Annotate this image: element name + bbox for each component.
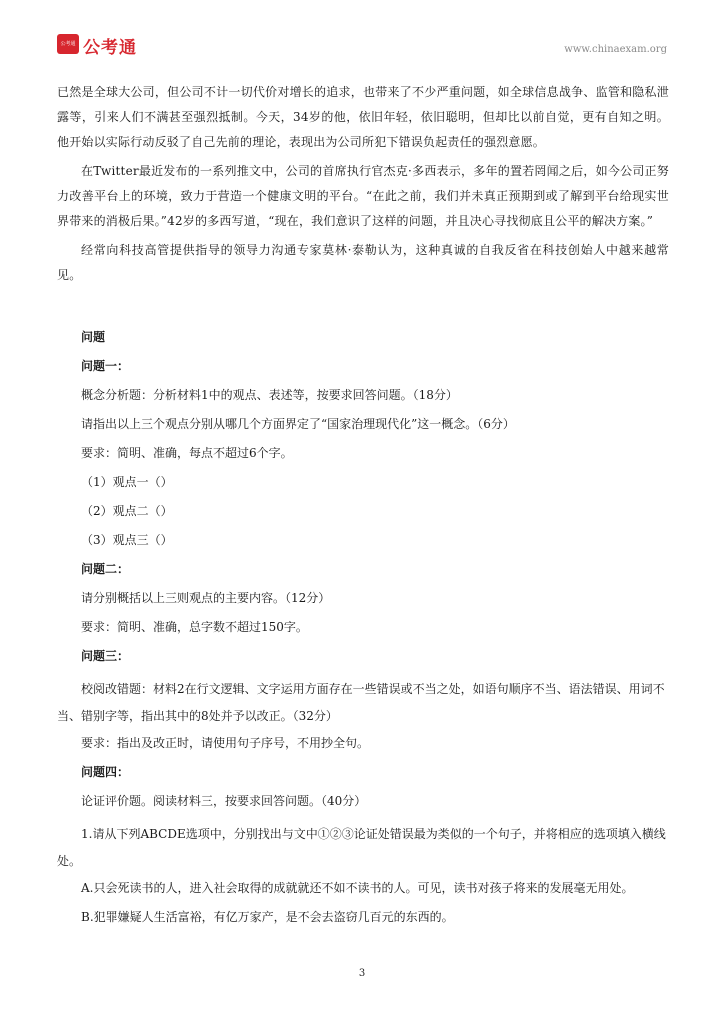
logo-badge: 公考通: [57, 34, 79, 54]
page-number: 3: [358, 968, 366, 979]
q4-option-b: B.犯罪嫌疑人生活富裕，有亿万家产，是不会去盗窃几百元的东西的。: [81, 910, 454, 924]
paragraph-3: 经常向科技高管提供指导的领导力沟通专家莫林·泰勒认为，这种真诚的自我反省在科技创始人中越来越常见。: [57, 243, 669, 282]
paragraph-2: 在Twitter最近发布的一系列推文中，公司的首席执行官杰克·多西表示，多年的置若罔闻之后，如今公司正努力改善平台上的环境，致力于营造一个健康文明的平台。“在此之前，我们并未真正预期到或了解到平台给现实世界带来的消极后果。”42岁的多西写道，“现在，我们意识了这样的问题，并且决心寻找彻底且公平的解决方案。”: [57, 164, 669, 228]
q1-line-3: 要求：简明、准确，每点不超过6个字。: [81, 446, 293, 460]
q2-line-2: 要求：简明、准确，总字数不超过150字。: [81, 620, 308, 634]
q1-option-3: （3）观点三（）: [81, 533, 173, 547]
q2-heading: 问题二：: [81, 562, 130, 576]
q4-line-2: 1.请从下列ABCDE选项中，分别找出与文中①②③论证处错误最为类似的一个句子，并将相应的选项填入横线处。: [57, 827, 666, 868]
q1-line-1: 概念分析题：分析材料1中的观点、表述等，按要求回答问题。（18分）: [81, 388, 458, 402]
q1-heading: 问题一：: [81, 359, 130, 373]
questions-title: 问题: [81, 330, 106, 344]
q1-option-1: （1）观点一（）: [81, 475, 173, 489]
spacer: [57, 292, 669, 328]
q4-heading: 问题四：: [81, 765, 130, 779]
q3-line-1: 校阅改错题：材料2在行文逻辑、文字运用方面存在一些错误或不当之处，如语句顺序不当、语法错误、用词不当、错别字等，指出其中的8处并予以改正。（32分）: [57, 682, 665, 723]
page-header: [57, 34, 667, 58]
q1-line-2: 请指出以上三个观点分别从哪几个方面界定了“国家治理现代化”这一概念。（6分）: [81, 417, 515, 431]
q3-line-2: 要求：指出及改正时，请使用句子序号，不用抄全句。: [81, 736, 370, 750]
q4-option-a: A.只会死读书的人，进入社会取得的成就就还不如不读书的人。可见，读书对孩子将来的发展毫无用处。: [81, 881, 634, 895]
document-body: [57, 80, 669, 937]
site-url: www.chinaexam.org: [564, 44, 667, 55]
q3-heading: 问题三：: [81, 649, 130, 663]
logo-text: 公考通: [83, 38, 137, 58]
paragraph-1: 已然是全球大公司，但公司不计一切代价对增长的追求，也带来了不少严重问题，如全球信息战争、监管和隐私泄露等，引来人们不满甚至强烈抵制。今天，34岁的他，依旧年轻，依旧聪明，但却比以前自觉，更有自知之明。他开始以实际行动反驳了自己先前的理论，表现出为公司所犯下错误负起责任的强烈意愿。: [57, 85, 669, 149]
q4-line-1: 论证评价题。阅读材料三，按要求回答问题。（40分）: [81, 794, 367, 808]
q1-option-2: （2）观点二（）: [81, 504, 173, 518]
q2-line-1: 请分别概括以上三则观点的主要内容。（12分）: [81, 591, 331, 605]
